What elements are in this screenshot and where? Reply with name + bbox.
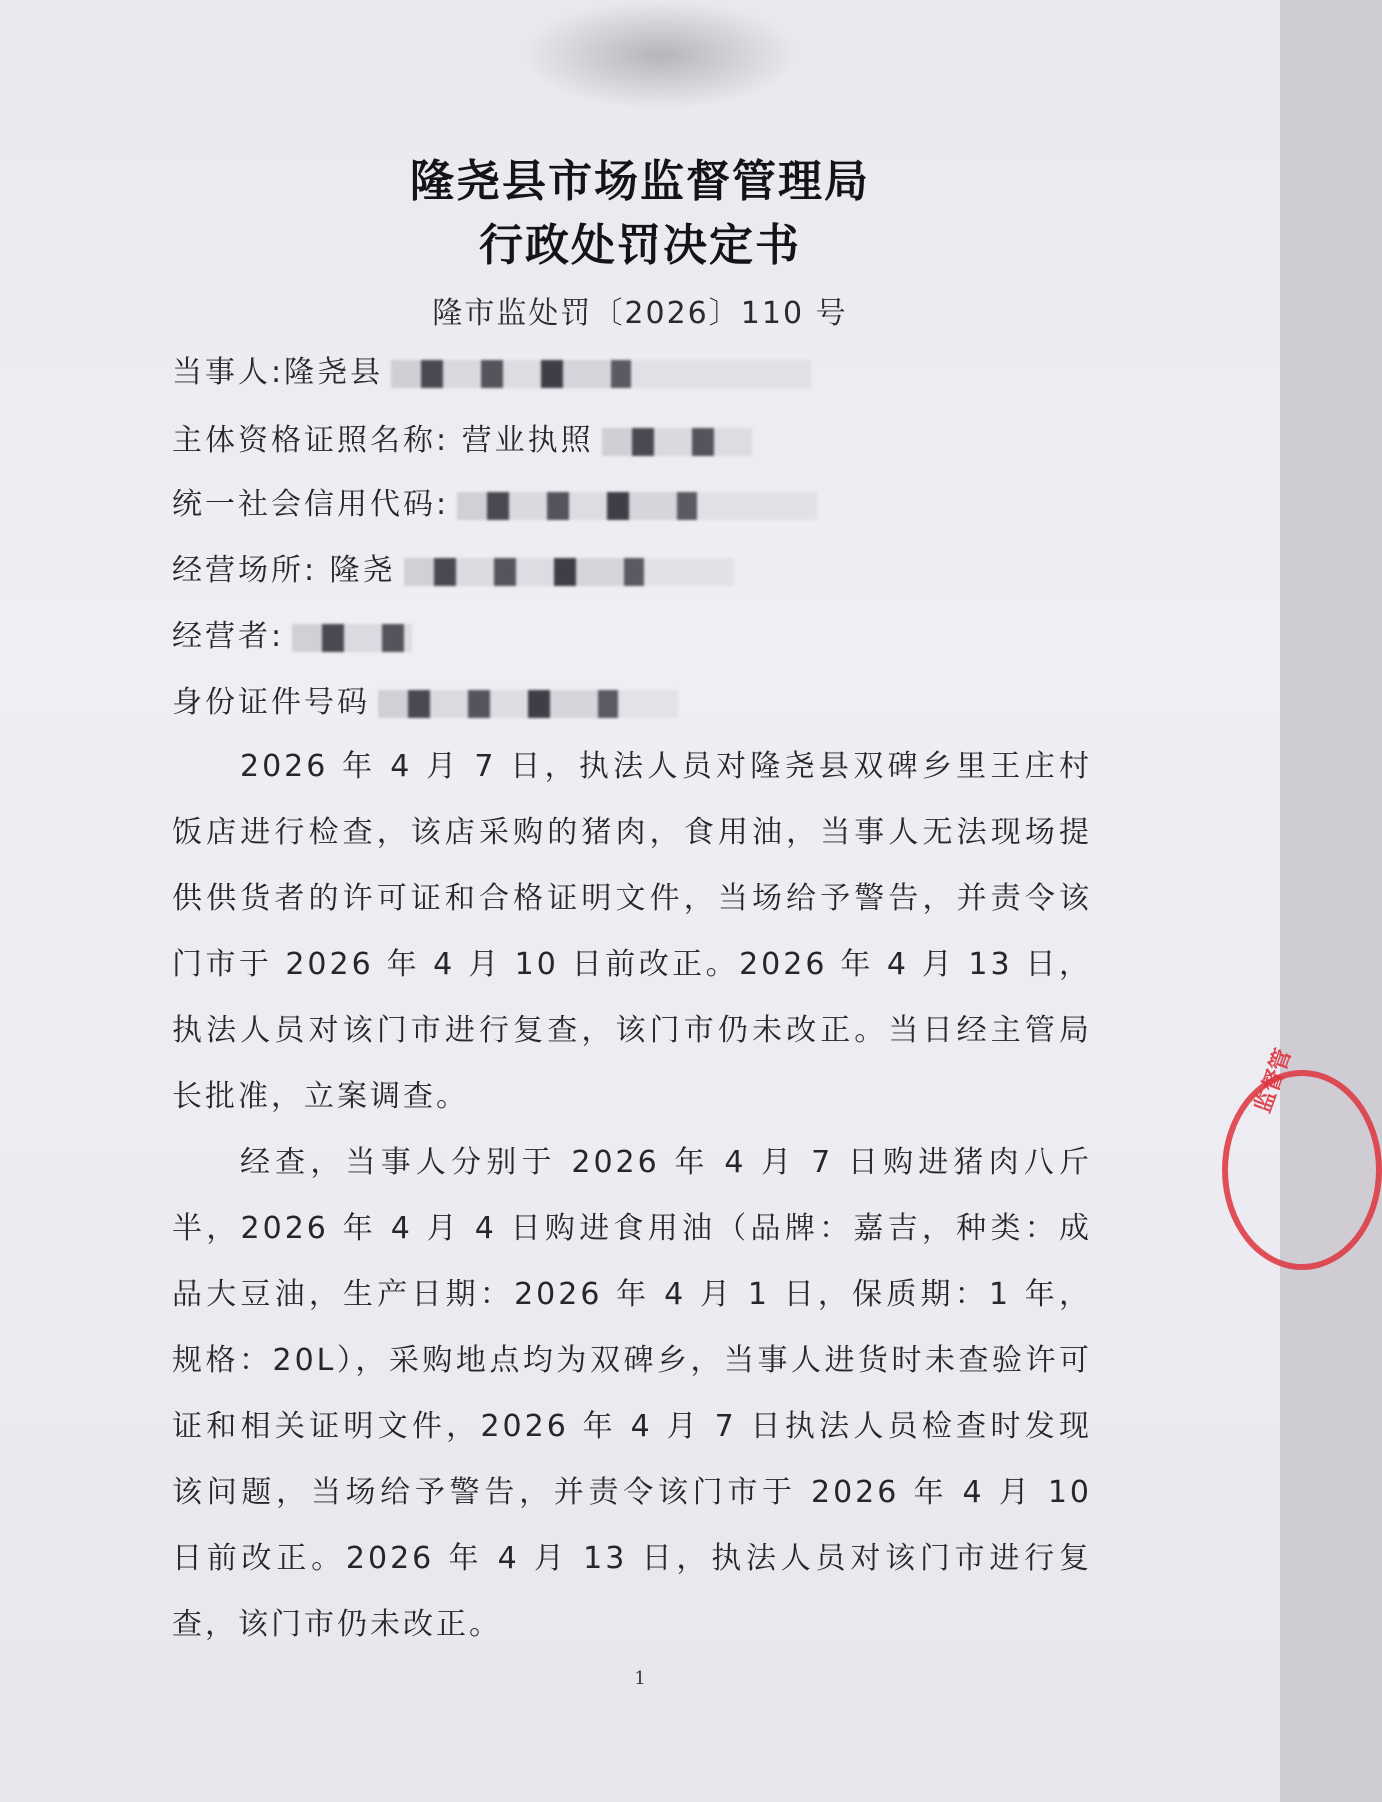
document-number: 隆市监处罚〔2026〕110 号 xyxy=(432,296,848,331)
redacted-party xyxy=(391,360,811,388)
redacted-operator xyxy=(292,624,412,652)
operator-field xyxy=(172,614,412,660)
document-title xyxy=(0,150,1280,278)
redacted-premises xyxy=(404,558,734,586)
id-label: 身份证件号码 xyxy=(172,685,370,720)
license-label: 主体资格证照名称: xyxy=(172,423,450,458)
license-value: 营业执照 xyxy=(461,423,594,458)
redacted-credit-code xyxy=(457,492,817,520)
redacted-license xyxy=(602,428,752,456)
party-field xyxy=(172,350,811,396)
title-agency: 隆尧县市场监督管理局 xyxy=(410,156,870,207)
fold-shadow xyxy=(520,0,800,110)
operator-label: 经营者: xyxy=(172,619,285,654)
id-field xyxy=(172,680,678,726)
license-field xyxy=(172,418,752,464)
premises-field xyxy=(172,548,734,594)
party-label: 当事人:隆尧县 xyxy=(172,355,384,390)
seal-text: 监督管 xyxy=(1250,1045,1297,1117)
credit-code-label: 统一社会信用代码: xyxy=(172,487,450,522)
page-number: 1 xyxy=(634,1668,646,1689)
title-decision: 行政处罚决定书 xyxy=(479,220,801,271)
premises-label: 经营场所: 隆尧 xyxy=(172,553,396,588)
redacted-id-number xyxy=(378,690,678,718)
paragraph-findings: 经查，当事人分别于 2026 年 4 月 7 日购进猪肉八斤半，2026 年 4 月 4 日购进食用油（品牌：嘉吉，种类：成品大豆油，生产日期：2026 年 4 月 1 日，保质期：1 年，规格：20L），采购地点均为双碑乡，当事人进货时未查验许可证和相关证明文件，2026 年 4 月 7 日执法人员检查时发现该问题，当场给予警告，并责令该门市于 2026 年 4 月 10 日前改正。2026 年 4 月 13 日，执法人员对该门市进行复查，该门市仍未改正。 xyxy=(172,1145,1092,1642)
paragraph-inspection: 2026 年 4 月 7 日，执法人员对隆尧县双碑乡里王庄村饭店进行检查，该店采购的猪肉，食用油，当事人无法现场提供供货者的许可证和合格证明文件，当场给予警告，并责令该门市于 2026 年 4 月 10 日前改正。2026 年 4 月 13 日，执法人员对该门市进行复查，该门市仍未改正。当日经主管局长批准，立案调查。 xyxy=(172,749,1092,1114)
official-seal xyxy=(1222,1045,1382,1270)
credit-code-field xyxy=(172,482,817,528)
